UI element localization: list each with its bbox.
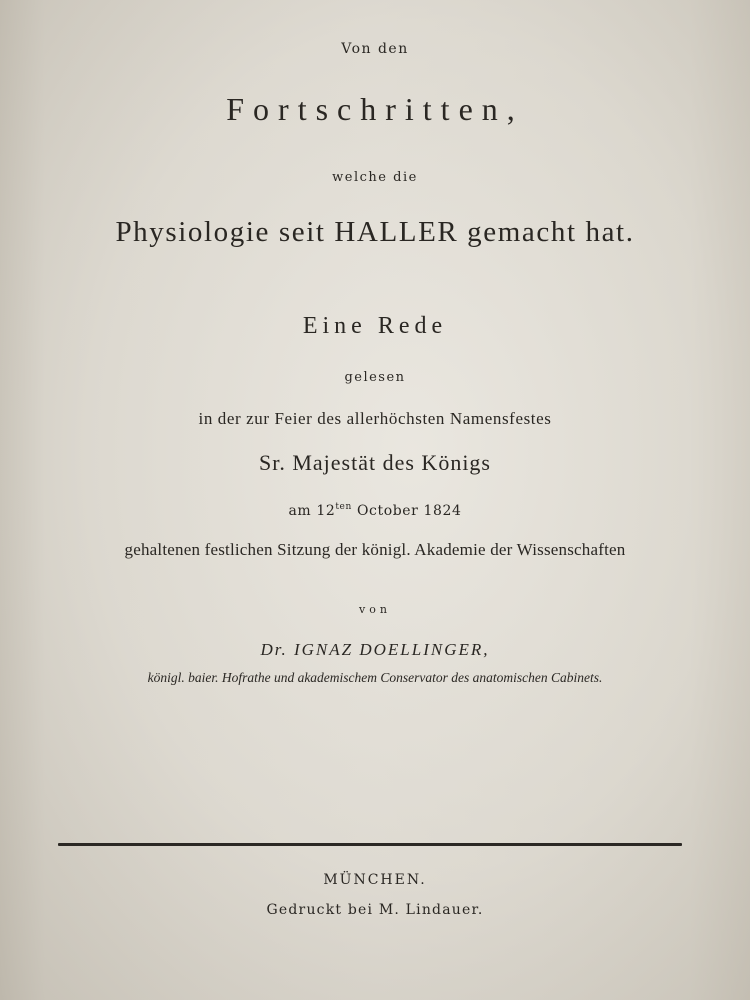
intro-line: Von den bbox=[341, 41, 409, 57]
date-rest: October 1824 bbox=[356, 503, 462, 519]
date-prefix: am bbox=[288, 503, 312, 519]
main-title: Fortschritten, bbox=[226, 91, 524, 127]
connector-line: welche die bbox=[332, 170, 418, 185]
date-line bbox=[0, 502, 750, 519]
divider-rule bbox=[58, 843, 682, 846]
author-title: königl. baier. Hofrathe und akademischem Conservator des anatomischen Cabinets. bbox=[147, 670, 603, 685]
by-line: von bbox=[359, 603, 391, 616]
majesty-line: Sr. Majestät des Königs bbox=[259, 450, 491, 475]
session-line: gehaltenen festlichen Sitzung der königl. Akademie der Wissenschaften bbox=[124, 540, 626, 559]
date-suffix: ten bbox=[335, 502, 352, 512]
occasion-line: in der zur Feier des allerhöchsten Namensfestes bbox=[198, 409, 552, 428]
author-name: Dr. IGNAZ DOELLINGER, bbox=[260, 640, 490, 659]
imprint-printer: Gedruckt bei M. Lindauer. bbox=[266, 902, 484, 918]
speech-heading: Eine Rede bbox=[302, 313, 448, 339]
imprint-place: MÜNCHEN. bbox=[323, 872, 427, 888]
read-line: gelesen bbox=[344, 370, 406, 385]
subtitle: Physiologie seit HALLER gemacht hat. bbox=[115, 216, 635, 248]
date-day: 12 bbox=[316, 503, 336, 519]
